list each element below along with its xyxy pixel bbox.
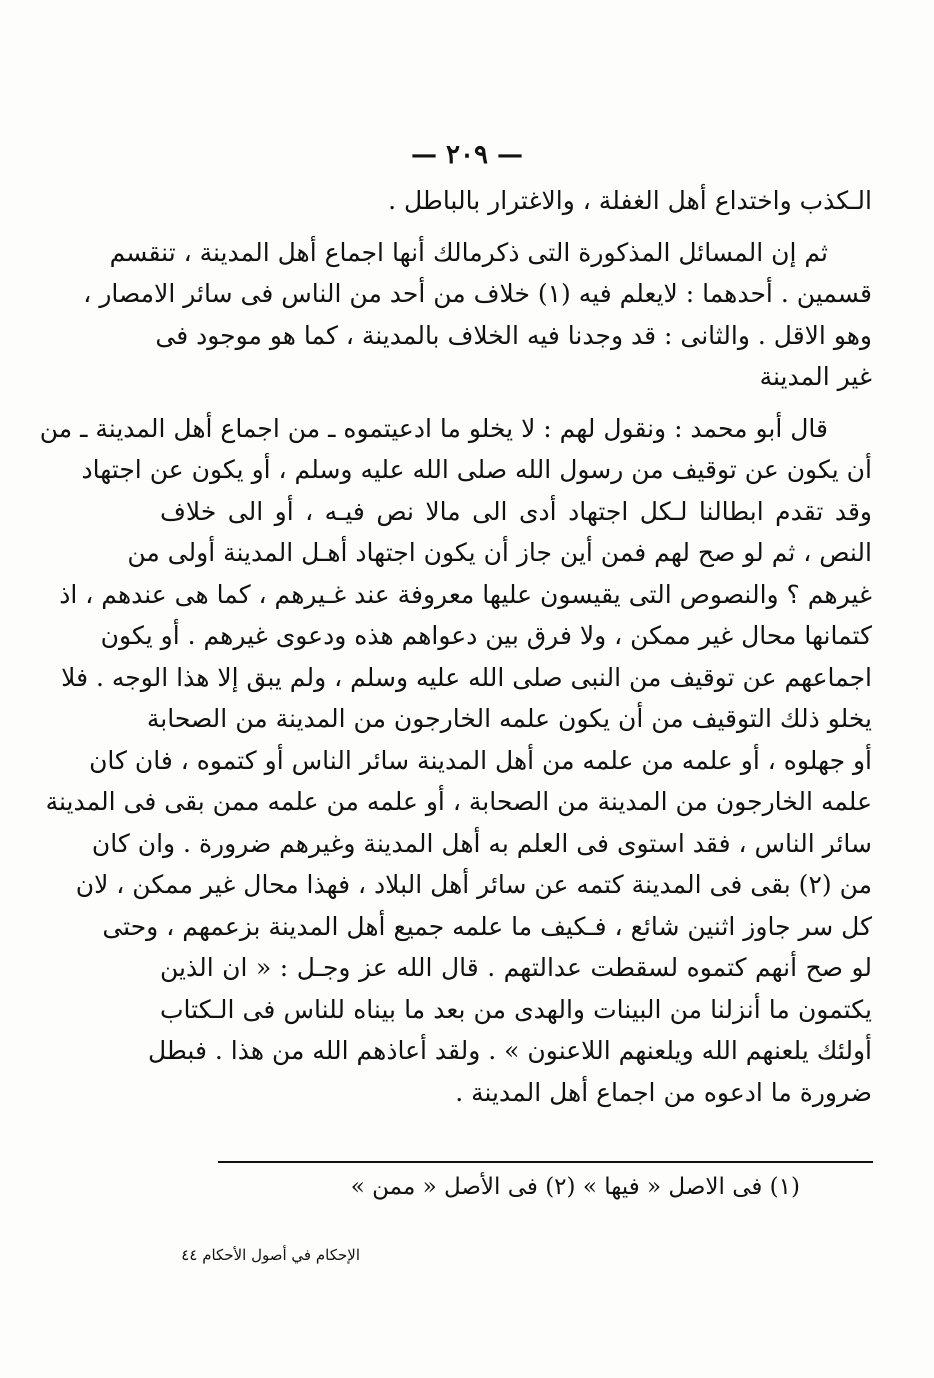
text-line: يكتمون ما أنزلنا من البينات والهدى من بعد ما بيناه للناس فى الـكتاب (160, 994, 872, 1024)
text-line: الـكذب واختداع أهل الغفلة ، والاغترار بالباطل . (388, 186, 872, 215)
text-line: سائر الناس ، فقد استوى فى العلم به أهل المدينة وغيرهم ضرورة . وان كان (91, 828, 872, 858)
main-text (39, 180, 872, 1113)
text-line: من (٢) بقى فى المدينة كتمه عن سائر أهل البلاد ، فهذا محال غير ممكن ، لان (75, 870, 872, 899)
text-line: غيرهم ؟ والنصوص التى يقيسون عليها معروفة عند غـيرهم ، كما هى عندهم ، اذ (59, 579, 872, 609)
text-line: كل سر جاوز اثنين شائع ، فـكيف ما علمه جميع أهل المدينة بزعمهم ، وحتى (102, 911, 872, 941)
text-line: أن يكون عن توقيف من رسول الله صلى الله عليه وسلم ، أو يكون عن اجتهاد (81, 455, 872, 484)
text-line: ثم إن المسائل المذكورة التى ذكرمالك أنها اجماع أهل المدينة ، تنقسم (109, 237, 828, 267)
text-line: وقد تقدم ابطالنا لـكل اجتهاد أدى الى مالا نص فيـه ، أو الى خلاف (160, 496, 872, 526)
page-number: — ٢٠٩ — (410, 140, 524, 170)
text-line: علمه الخارجون من المدينة من الصحابة ، أو علمه من علمه ممن بقى فى المدينة (45, 787, 872, 816)
paragraph-gap (160, 398, 872, 408)
text-line: غير المدينة (759, 362, 872, 391)
text-line: كتمانها محال غير ممكن ، ولا فرق بين دعواهم هذه ودعوى غيرهم . أو يكون (100, 621, 872, 650)
book-title-mark: الإحكام في أصول الأحكام ٤٤ (181, 1246, 360, 1264)
footnote-divider (218, 1161, 873, 1163)
text-line: وهو الاقل . والثانى : قد وجدنا فيه الخلاف بالمدينة ، كما هو موجود فى (155, 320, 872, 350)
text-line: أو جهلوه ، أو علمه من علمه من أهل المدينة سائر الناس أو كتموه ، فان كان (89, 745, 872, 775)
text-line: قسمين . أحدهما : لايعلم فيه (١) خلاف من أحد من الناس فى سائر الامصار ، (83, 279, 872, 308)
text-line: أولئك يلعنهم الله ويلعنهم اللاعنون » . ولقد أعاذهم الله من هذا . فبطل (147, 1036, 872, 1065)
text-line: ضرورة ما ادعوه من اجماع أهل المدينة . (455, 1077, 872, 1107)
paragraph-gap (160, 222, 872, 232)
text-line: يخلو ذلك التوقيف من أن يكون علمه الخارجون من المدينة من الصحابة (146, 704, 872, 733)
footnote: (١) فى الاصل « فيها » (٢) فى الأصل « ممن » (350, 1174, 800, 1200)
text-line: لو صح أنهم كتموه لسقطت عدالتهم . قال الله عز وجـل : « ان الذين (160, 953, 872, 982)
text-line: النص ، ثم لو صح لهم فمن أين جاز أن يكون اجتهاد أهـل المدينة أولى من (127, 538, 872, 567)
text-line: قال أبو محمد : ونقول لهم : لا يخلو ما ادعيتموه ـ من اجماع أهل المدينة ـ من (39, 413, 828, 443)
text-line: اجماعهم عن توقيف من النبى صلى الله عليه وسلم ، ولم يبق إلا هذا الوجه . فلا (61, 662, 872, 692)
